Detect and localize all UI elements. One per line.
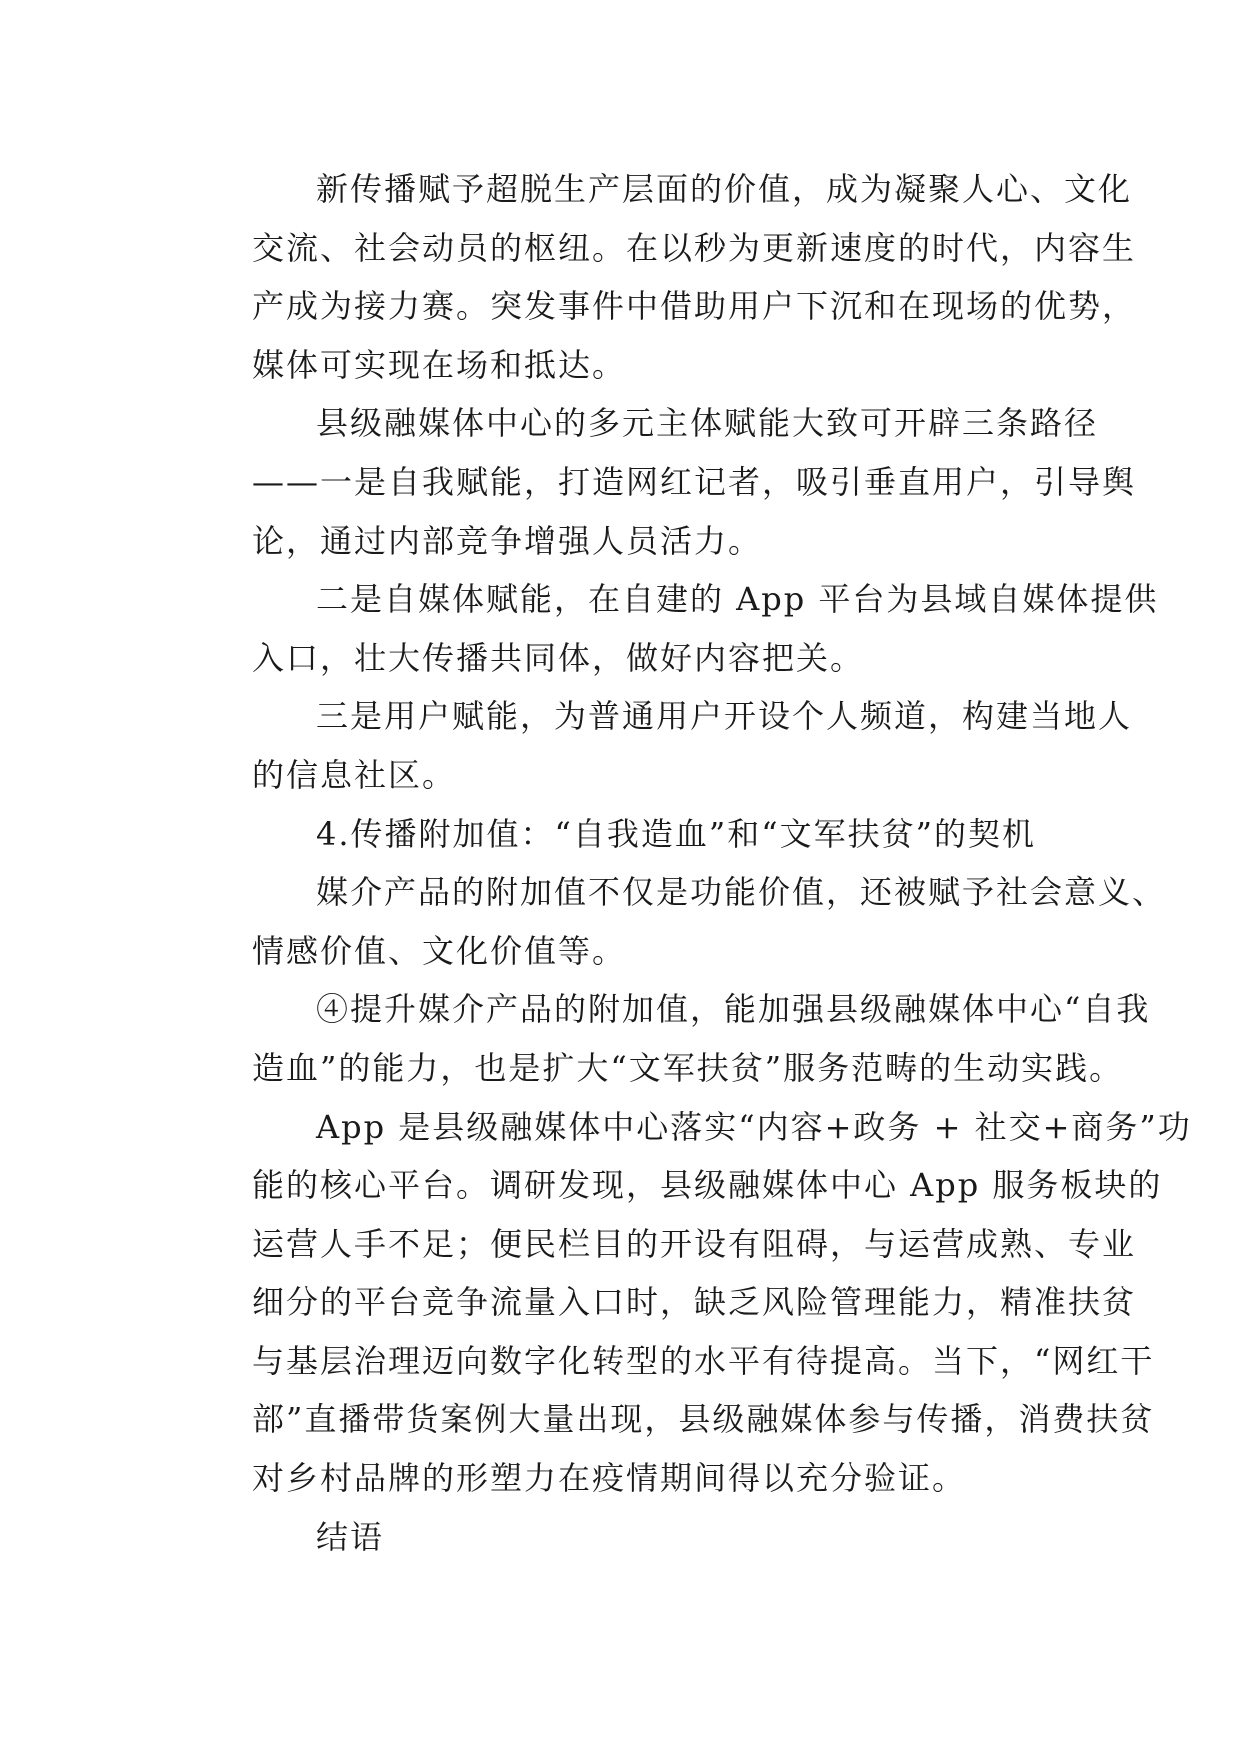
text-line: 论，通过内部竞争增强人员活力。 xyxy=(252,521,763,560)
text-line: ④提升媒介产品的附加值，能加强县级融媒体中心“自我 xyxy=(316,990,1151,1029)
text-line: 的信息社区。 xyxy=(252,755,457,794)
paragraph-4 xyxy=(188,687,1133,804)
heading-line: 4.传播附加值：“自我造血”和“文军扶贫”的契机 xyxy=(316,814,1036,853)
section-heading-conclusion xyxy=(188,1508,1068,1567)
text-line: 细分的平台竞争流量入口时，缺乏风险管理能力，精准扶贫 xyxy=(252,1283,1137,1322)
paragraph-3 xyxy=(188,570,1159,687)
text-line: 对乡村品牌的形塑力在疫情期间得以充分验证。 xyxy=(252,1459,967,1498)
paragraph-2 xyxy=(188,394,1137,570)
paragraph-6 xyxy=(188,980,1151,1097)
paragraph-1 xyxy=(188,160,1137,394)
text-line: 媒介产品的附加值不仅是功能价值，还被赋予社会意义、 xyxy=(316,873,1167,912)
text-line: 造血”的能力，也是扩大“文军扶贫”服务范畴的生动实践。 xyxy=(252,1048,1124,1087)
text-line: ——一是自我赋能，打造网红记者，吸引垂直用户，引导舆 xyxy=(252,462,1137,501)
heading-line: 结语 xyxy=(316,1517,385,1556)
text-line: 产成为接力赛。突发事件中借助用户下沉和在现场的优势， xyxy=(252,287,1137,326)
text-line: 新传播赋予超脱生产层面的价值，成为凝聚人心、文化 xyxy=(316,170,1133,208)
text-line: 部”直播带货案例大量出现，县级融媒体参与传播，消费扶贫 xyxy=(252,1400,1155,1439)
text-line: 二是自媒体赋能，在自建的 App 平台为县域自媒体提供 xyxy=(316,580,1159,619)
text-line: 县级融媒体中心的多元主体赋能大致可开辟三条路径 xyxy=(316,404,1099,443)
section-heading xyxy=(188,805,1068,864)
document-page xyxy=(188,160,1192,1566)
text-line: 与基层治理迈向数字化转型的水平有待提高。当下，“网红干 xyxy=(252,1341,1155,1380)
text-line: 三是用户赋能，为普通用户开设个人频道，构建当地人 xyxy=(316,697,1133,736)
text-line: 入口，壮大传播共同体，做好内容把关。 xyxy=(252,638,865,677)
paragraph-5 xyxy=(188,863,1167,980)
text-line: 情感价值、文化价值等。 xyxy=(252,931,627,970)
text-line: 运营人手不足；便民栏目的开设有阻碍，与运营成熟、专业 xyxy=(252,1224,1137,1263)
text-line: 能的核心平台。调研发现，县级融媒体中心 App 服务板块的 xyxy=(252,1166,1163,1205)
paragraph-7 xyxy=(188,1098,1192,1508)
text-line: 交流、社会动员的枢纽。在以秒为更新速度的时代，内容生 xyxy=(252,228,1137,267)
text-line: App 是县级融媒体中心落实“内容+政务 + 社交+商务”功 xyxy=(316,1107,1192,1146)
text-line: 媒体可实现在场和抵达。 xyxy=(252,345,627,384)
